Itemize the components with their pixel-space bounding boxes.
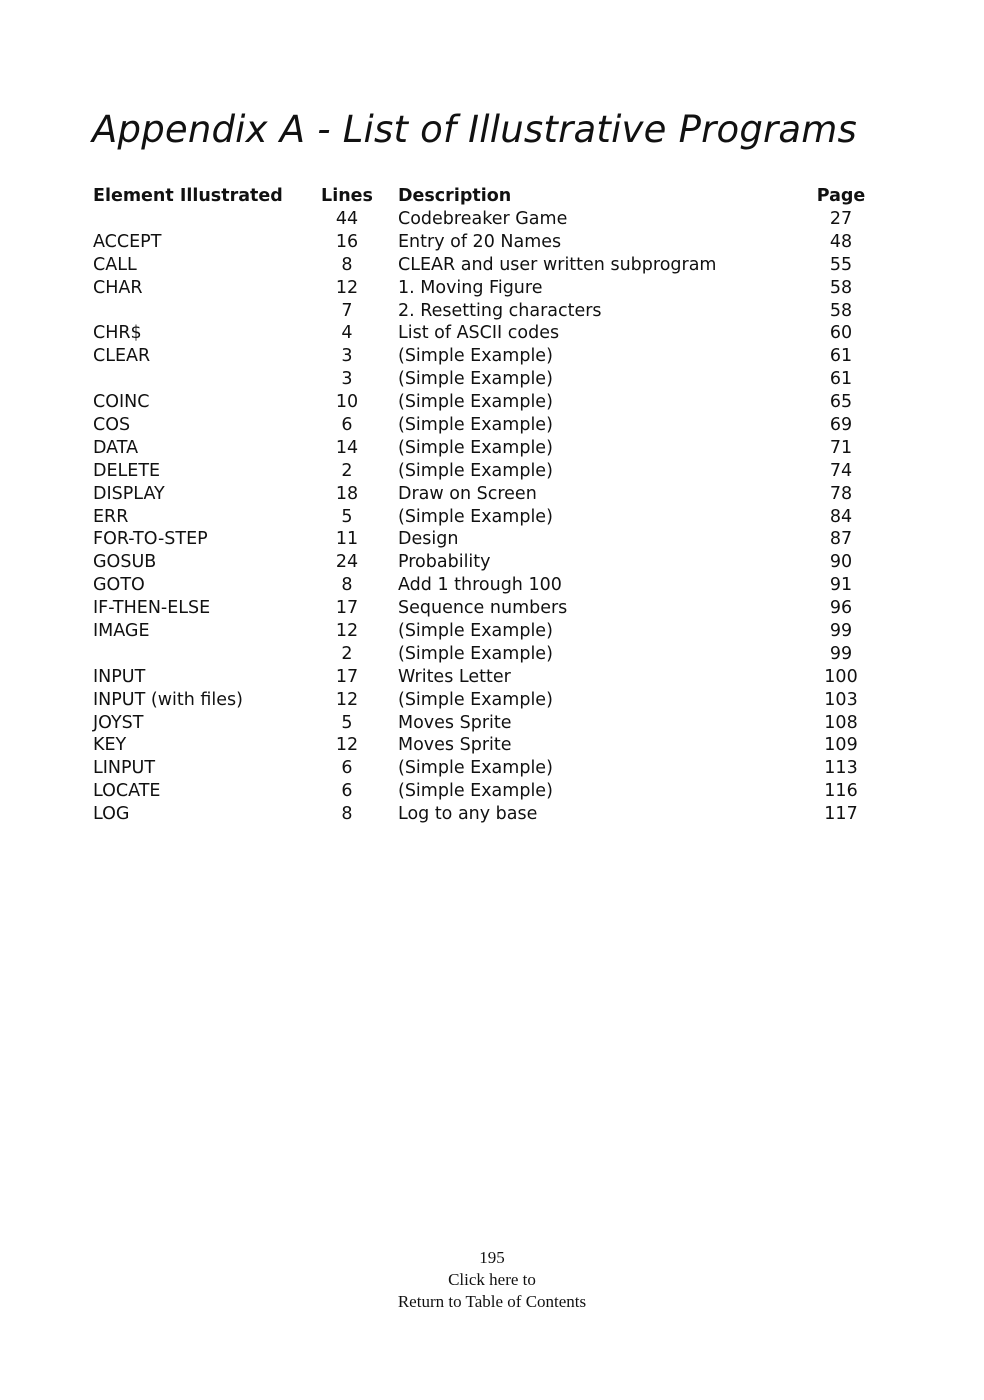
page-number: 195 xyxy=(479,1248,505,1267)
page-cell: 96 xyxy=(829,598,853,619)
page-cell: 55 xyxy=(829,254,853,275)
table-row xyxy=(93,414,873,437)
description-cell: Design xyxy=(398,529,459,550)
description-cell: (Simple Example) xyxy=(398,415,553,436)
page-cell: 71 xyxy=(829,437,853,458)
table-row xyxy=(93,322,873,345)
element-cell: INPUT xyxy=(93,666,146,687)
element-cell: DATA xyxy=(93,437,139,458)
lines-cell: 8 xyxy=(341,254,353,275)
lines-cell: 2 xyxy=(341,643,353,664)
link-text-line-1[interactable]: Click here to xyxy=(448,1270,536,1289)
link-text-line-2[interactable]: Return to Table of Contents xyxy=(397,1292,587,1311)
page-cell: 90 xyxy=(829,552,853,573)
element-cell: LOG xyxy=(93,804,130,825)
description-cell: Entry of 20 Names xyxy=(398,231,562,252)
description-cell: (Simple Example) xyxy=(398,392,553,413)
description-cell: (Simple Example) xyxy=(398,369,553,390)
table-row xyxy=(93,574,873,597)
table-row xyxy=(93,780,873,803)
header-description: Description xyxy=(398,186,512,206)
page-cell: 113 xyxy=(824,758,858,779)
lines-cell: 14 xyxy=(335,437,359,458)
element-cell: ERR xyxy=(93,506,129,527)
return-to-toc-link[interactable] xyxy=(0,1269,984,1313)
lines-cell: 11 xyxy=(335,529,359,550)
page-cell: 99 xyxy=(829,643,853,664)
table-row xyxy=(93,254,873,277)
table-row xyxy=(93,528,873,551)
description-cell: Sequence numbers xyxy=(398,598,568,619)
page-cell: 91 xyxy=(829,575,853,596)
page-cell: 87 xyxy=(829,529,853,550)
element-cell: FOR-TO-STEP xyxy=(93,529,208,550)
description-cell: List of ASCII codes xyxy=(398,323,560,344)
table-row xyxy=(93,300,873,323)
header-page: Page xyxy=(816,186,866,206)
page-cell: 58 xyxy=(829,277,853,298)
description-cell: Moves Sprite xyxy=(398,712,512,733)
table-row xyxy=(93,437,873,460)
table-row xyxy=(93,277,873,300)
description-cell: Moves Sprite xyxy=(398,735,512,756)
element-cell: GOTO xyxy=(93,575,145,596)
lines-cell: 7 xyxy=(341,300,353,321)
table-row xyxy=(93,506,873,529)
description-cell: (Simple Example) xyxy=(398,346,553,367)
element-cell: JOYST xyxy=(93,712,144,733)
lines-cell: 6 xyxy=(341,758,353,779)
lines-cell: 12 xyxy=(335,735,359,756)
description-cell: (Simple Example) xyxy=(398,437,553,458)
element-cell: INPUT (with files) xyxy=(93,689,243,710)
page-cell: 103 xyxy=(824,689,858,710)
lines-cell: 3 xyxy=(341,346,353,367)
description-cell: Draw on Screen xyxy=(398,483,537,504)
description-cell: Add 1 through 100 xyxy=(398,575,562,596)
table-row xyxy=(93,597,873,620)
lines-cell: 12 xyxy=(335,277,359,298)
element-cell: IF-THEN-ELSE xyxy=(93,598,211,619)
lines-cell: 6 xyxy=(341,781,353,802)
description-cell: (Simple Example) xyxy=(398,758,553,779)
page-cell: 109 xyxy=(824,735,858,756)
table-row xyxy=(93,368,873,391)
page-cell: 60 xyxy=(829,323,853,344)
element-cell: CALL xyxy=(93,254,137,275)
description-cell: (Simple Example) xyxy=(398,643,553,664)
page-cell: 78 xyxy=(829,483,853,504)
header-element-illustrated: Element Illustrated xyxy=(93,186,283,206)
lines-cell: 4 xyxy=(341,323,353,344)
table-row xyxy=(93,712,873,735)
table-row xyxy=(93,666,873,689)
lines-cell: 24 xyxy=(335,552,359,573)
element-cell: LINPUT xyxy=(93,758,156,779)
element-cell: LOCATE xyxy=(93,781,161,802)
programs-table xyxy=(93,184,873,826)
table-row xyxy=(93,620,873,643)
lines-cell: 17 xyxy=(335,598,359,619)
page-cell: 61 xyxy=(829,346,853,367)
lines-cell: 8 xyxy=(341,804,353,825)
element-cell: GOSUB xyxy=(93,552,157,573)
element-cell: DELETE xyxy=(93,460,161,481)
description-cell: Codebreaker Game xyxy=(398,209,568,229)
page-cell: 58 xyxy=(829,300,853,321)
lines-cell: 12 xyxy=(335,621,359,642)
page-cell: 84 xyxy=(829,506,853,527)
lines-cell: 5 xyxy=(341,712,353,733)
lines-cell: 3 xyxy=(341,369,353,390)
page-cell: 108 xyxy=(824,712,858,733)
description-cell: 2. Resetting characters xyxy=(398,300,602,321)
lines-cell: 8 xyxy=(341,575,353,596)
element-cell: ACCEPT xyxy=(93,231,162,252)
element-cell: CHAR xyxy=(93,277,143,298)
page-cell: 99 xyxy=(829,621,853,642)
element-cell: DISPLAY xyxy=(93,483,165,504)
element-cell: CLEAR xyxy=(93,346,151,367)
element-cell: IMAGE xyxy=(93,621,150,642)
description-cell: Log to any base xyxy=(398,804,538,825)
page-cell: 61 xyxy=(829,369,853,390)
page-cell: 27 xyxy=(829,209,853,229)
description-cell: CLEAR and user written subprogram xyxy=(398,254,717,275)
page-cell: 74 xyxy=(829,460,853,481)
table-row xyxy=(93,803,873,826)
page-footer xyxy=(0,1247,984,1313)
description-cell: (Simple Example) xyxy=(398,460,553,481)
table-row xyxy=(93,483,873,506)
page-cell: 48 xyxy=(829,231,853,252)
page-cell: 69 xyxy=(829,415,853,436)
element-cell: COS xyxy=(93,415,131,436)
description-cell: (Simple Example) xyxy=(398,621,553,642)
element-cell: COINC xyxy=(93,392,150,413)
lines-cell: 5 xyxy=(341,506,353,527)
table-row xyxy=(93,460,873,483)
table-row xyxy=(93,231,873,254)
lines-cell: 2 xyxy=(341,460,353,481)
lines-cell: 17 xyxy=(335,666,359,687)
lines-cell: 12 xyxy=(335,689,359,710)
table-row xyxy=(93,734,873,757)
page-cell: 116 xyxy=(824,781,858,802)
lines-cell: 10 xyxy=(335,392,359,413)
description-cell: (Simple Example) xyxy=(398,506,553,527)
element-cell: KEY xyxy=(93,735,127,756)
page-cell: 117 xyxy=(824,804,858,825)
lines-cell: 44 xyxy=(335,209,359,229)
table-header-row xyxy=(93,184,873,208)
table-row xyxy=(93,757,873,780)
table-row xyxy=(93,643,873,666)
table-row xyxy=(93,208,873,231)
table-body xyxy=(93,208,873,826)
lines-cell: 6 xyxy=(341,415,353,436)
description-cell: (Simple Example) xyxy=(398,689,553,710)
table-row xyxy=(93,345,873,368)
page-cell: 100 xyxy=(824,666,858,687)
description-cell: Writes Letter xyxy=(398,666,511,687)
table-row xyxy=(93,551,873,574)
table-row xyxy=(93,391,873,414)
description-cell: (Simple Example) xyxy=(398,781,553,802)
header-lines: Lines xyxy=(321,186,373,206)
lines-cell: 16 xyxy=(335,231,359,252)
table-row xyxy=(93,689,873,712)
description-cell: Probability xyxy=(398,552,491,573)
page-cell: 65 xyxy=(829,392,853,413)
description-cell: 1. Moving Figure xyxy=(398,277,543,298)
lines-cell: 18 xyxy=(335,483,359,504)
page-title: Appendix A - List of Illustrative Programs xyxy=(92,108,858,151)
element-cell: CHR$ xyxy=(93,323,142,344)
